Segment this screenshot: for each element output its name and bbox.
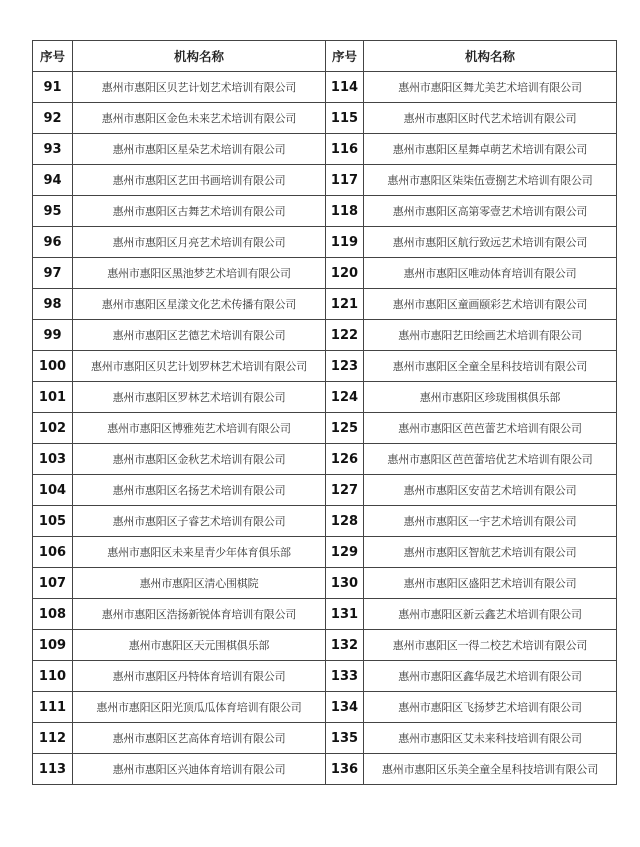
serial-number: 132 — [326, 630, 364, 661]
table-row — [33, 72, 617, 103]
institution-name: 惠州市惠阳区珍珑围棋俱乐部 — [364, 382, 617, 413]
table-row — [33, 568, 617, 599]
institution-name: 惠州市惠阳区舞尤美艺术培训有限公司 — [364, 72, 617, 103]
header-institution-name: 机构名称 — [73, 41, 326, 72]
serial-number: 125 — [326, 413, 364, 444]
institution-name: 惠州市惠阳区全童全星科技培训有限公司 — [364, 351, 617, 382]
table-header-row — [33, 41, 617, 72]
serial-number: 110 — [33, 661, 73, 692]
serial-number: 126 — [326, 444, 364, 475]
table-row — [33, 289, 617, 320]
serial-number: 114 — [326, 72, 364, 103]
institution-name: 惠州市惠阳区星漾文化艺术传播有限公司 — [73, 289, 326, 320]
serial-number: 101 — [33, 382, 73, 413]
serial-number: 123 — [326, 351, 364, 382]
serial-number: 105 — [33, 506, 73, 537]
header-serial-number: 序号 — [33, 41, 73, 72]
serial-number: 100 — [33, 351, 73, 382]
institution-name: 惠州市惠阳区阳光顶瓜瓜体育培训有限公司 — [73, 692, 326, 723]
institution-name: 惠州市惠阳区乐美全童全星科技培训有限公司 — [364, 754, 617, 785]
header-serial-number: 序号 — [326, 41, 364, 72]
institution-name: 惠州市惠阳区智航艺术培训有限公司 — [364, 537, 617, 568]
institution-name: 惠州市惠阳区新云鑫艺术培训有限公司 — [364, 599, 617, 630]
table-row — [33, 413, 617, 444]
serial-number: 127 — [326, 475, 364, 506]
table-row — [33, 320, 617, 351]
institution-name: 惠州市惠阳区唯动体育培训有限公司 — [364, 258, 617, 289]
institution-name: 惠州市惠阳区一宇艺术培训有限公司 — [364, 506, 617, 537]
table-row — [33, 506, 617, 537]
serial-number: 96 — [33, 227, 73, 258]
serial-number: 130 — [326, 568, 364, 599]
table-row — [33, 382, 617, 413]
institution-name: 惠州市惠阳区子睿艺术培训有限公司 — [73, 506, 326, 537]
institution-name: 惠州市惠阳区童画颐彩艺术培训有限公司 — [364, 289, 617, 320]
institution-name: 惠州市惠阳区高第零壹艺术培训有限公司 — [364, 196, 617, 227]
table-row — [33, 351, 617, 382]
institution-name: 惠州市惠阳区贝艺计划罗林艺术培训有限公司 — [73, 351, 326, 382]
institution-name: 惠州市惠阳区兴迪体育培训有限公司 — [73, 754, 326, 785]
serial-number: 102 — [33, 413, 73, 444]
institution-name: 惠州市惠阳区艺田书画培训有限公司 — [73, 165, 326, 196]
table-row — [33, 444, 617, 475]
institution-name: 惠州市惠阳区清心围棋院 — [73, 568, 326, 599]
institution-name: 惠州市惠阳区安苗艺术培训有限公司 — [364, 475, 617, 506]
table-row — [33, 661, 617, 692]
institution-name: 惠州市惠阳区浩扬新锐体育培训有限公司 — [73, 599, 326, 630]
institution-name: 惠州市惠阳区贝艺计划艺术培训有限公司 — [73, 72, 326, 103]
serial-number: 108 — [33, 599, 73, 630]
serial-number: 91 — [33, 72, 73, 103]
institution-name: 惠州市惠阳区古舞艺术培训有限公司 — [73, 196, 326, 227]
table-row — [33, 599, 617, 630]
institution-name: 惠州市惠阳区月亮艺术培训有限公司 — [73, 227, 326, 258]
serial-number: 121 — [326, 289, 364, 320]
serial-number: 115 — [326, 103, 364, 134]
institution-name: 惠州市惠阳区黑池梦艺术培训有限公司 — [73, 258, 326, 289]
serial-number: 106 — [33, 537, 73, 568]
serial-number: 129 — [326, 537, 364, 568]
serial-number: 107 — [33, 568, 73, 599]
institution-name: 惠州市惠阳区罗林艺术培训有限公司 — [73, 382, 326, 413]
institution-name: 惠州市惠阳区丹特体育培训有限公司 — [73, 661, 326, 692]
institution-name: 惠州市惠阳区航行致远艺术培训有限公司 — [364, 227, 617, 258]
table-row — [33, 134, 617, 165]
serial-number: 93 — [33, 134, 73, 165]
serial-number: 99 — [33, 320, 73, 351]
serial-number: 98 — [33, 289, 73, 320]
serial-number: 116 — [326, 134, 364, 165]
header-institution-name: 机构名称 — [364, 41, 617, 72]
serial-number: 109 — [33, 630, 73, 661]
institution-name: 惠州市惠阳区飞扬梦艺术培训有限公司 — [364, 692, 617, 723]
serial-number: 118 — [326, 196, 364, 227]
institution-name: 惠州市惠阳区天元围棋俱乐部 — [73, 630, 326, 661]
serial-number: 111 — [33, 692, 73, 723]
institution-name: 惠州市惠阳区艾未来科技培训有限公司 — [364, 723, 617, 754]
institution-name: 惠州市惠阳区金秋艺术培训有限公司 — [73, 444, 326, 475]
table-row — [33, 475, 617, 506]
serial-number: 122 — [326, 320, 364, 351]
serial-number: 136 — [326, 754, 364, 785]
serial-number: 95 — [33, 196, 73, 227]
institution-name: 惠州市惠阳区艺德艺术培训有限公司 — [73, 320, 326, 351]
institution-name: 惠州市惠阳区鑫华晟艺术培训有限公司 — [364, 661, 617, 692]
institution-table — [32, 40, 617, 785]
table-row — [33, 723, 617, 754]
institution-name: 惠州市惠阳区芭芭蕾艺术培训有限公司 — [364, 413, 617, 444]
institution-name: 惠州市惠阳区艺高体育培训有限公司 — [73, 723, 326, 754]
institution-name: 惠州市惠阳艺田绘画艺术培训有限公司 — [364, 320, 617, 351]
institution-name: 惠州市惠阳区柒柒伍壹捌艺术培训有限公司 — [364, 165, 617, 196]
table-row — [33, 196, 617, 227]
serial-number: 133 — [326, 661, 364, 692]
serial-number: 113 — [33, 754, 73, 785]
serial-number: 94 — [33, 165, 73, 196]
institution-name: 惠州市惠阳区未来星青少年体育俱乐部 — [73, 537, 326, 568]
institution-name: 惠州市惠阳区芭芭蕾培优艺术培训有限公司 — [364, 444, 617, 475]
serial-number: 104 — [33, 475, 73, 506]
table-row — [33, 258, 617, 289]
serial-number: 119 — [326, 227, 364, 258]
serial-number: 135 — [326, 723, 364, 754]
serial-number: 117 — [326, 165, 364, 196]
table-row — [33, 692, 617, 723]
serial-number: 97 — [33, 258, 73, 289]
institution-name: 惠州市惠阳区时代艺术培训有限公司 — [364, 103, 617, 134]
table-row — [33, 227, 617, 258]
serial-number: 92 — [33, 103, 73, 134]
serial-number: 103 — [33, 444, 73, 475]
serial-number: 120 — [326, 258, 364, 289]
serial-number: 124 — [326, 382, 364, 413]
serial-number: 128 — [326, 506, 364, 537]
table-row — [33, 103, 617, 134]
table-row — [33, 630, 617, 661]
serial-number: 112 — [33, 723, 73, 754]
table-row — [33, 165, 617, 196]
table-row — [33, 754, 617, 785]
serial-number: 134 — [326, 692, 364, 723]
table-row — [33, 537, 617, 568]
institution-name: 惠州市惠阳区星舞卓萌艺术培训有限公司 — [364, 134, 617, 165]
institution-name: 惠州市惠阳区金色未来艺术培训有限公司 — [73, 103, 326, 134]
institution-name: 惠州市惠阳区星朵艺术培训有限公司 — [73, 134, 326, 165]
institution-name: 惠州市惠阳区盛阳艺术培训有限公司 — [364, 568, 617, 599]
institution-name: 惠州市惠阳区名扬艺术培训有限公司 — [73, 475, 326, 506]
serial-number: 131 — [326, 599, 364, 630]
institution-name: 惠州市惠阳区博雅苑艺术培训有限公司 — [73, 413, 326, 444]
institution-name: 惠州市惠阳区一得二校艺术培训有限公司 — [364, 630, 617, 661]
